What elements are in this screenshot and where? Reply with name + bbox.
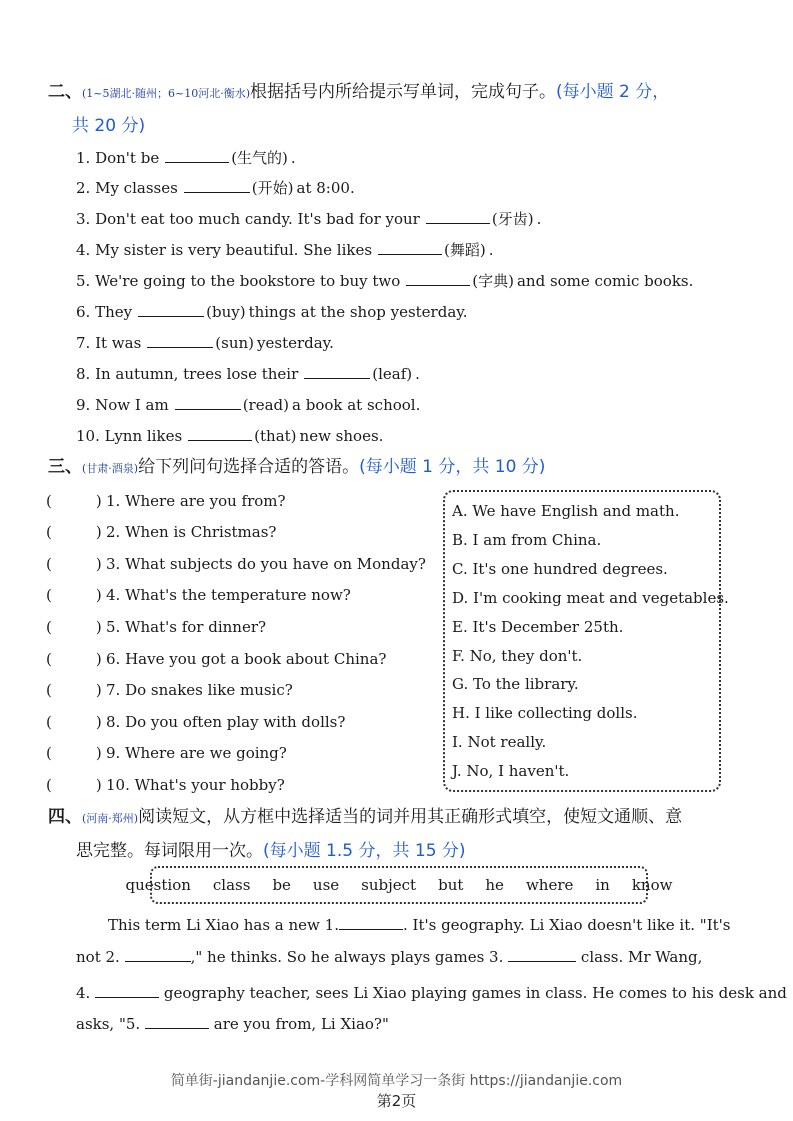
answer-blank[interactable] <box>304 362 370 379</box>
passage-text: asks, "5. <box>76 1015 141 1033</box>
item-text: 5. We're going to the bookstore to buy two <box>76 272 401 290</box>
item-text: 10. Lynn likes <box>76 427 183 445</box>
word-bank-word: know <box>631 876 673 894</box>
item-hint: (开始) <box>251 179 294 197</box>
passage-text: are you from, Li Xiao?" <box>213 1015 389 1033</box>
word-bank-word: he <box>485 876 504 894</box>
answer-blank[interactable] <box>339 913 403 930</box>
answer-blank[interactable] <box>145 1012 209 1029</box>
fill-in-item <box>76 207 541 230</box>
section-2-instruction: 根据括号内所给提示写单词，完成句子。 <box>250 82 557 102</box>
watermark-text: 简单街-jiandanjie.com-学科网简单学习一条街 https://jiandanjie.com <box>170 1073 623 1089</box>
fill-in-item <box>76 269 693 292</box>
passage-text: 4. <box>76 984 91 1002</box>
item-text: . <box>415 365 420 383</box>
section-2-number: 二、 <box>48 82 82 102</box>
item-text: 9. Now I am <box>76 396 169 414</box>
word-bank-word: in <box>595 876 610 894</box>
section-4-number: 四、 <box>48 807 82 827</box>
question-text: 2. When is Christmas? <box>106 523 277 541</box>
section-3-heading <box>48 451 738 485</box>
question-text: 3. What subjects do you have on Monday? <box>106 555 426 573</box>
item-hint: (生气的) <box>231 149 288 167</box>
answer-bracket[interactable]: ( ) <box>46 618 102 636</box>
answer-option: F. No, they don't. <box>452 646 583 665</box>
item-text: . <box>536 210 542 228</box>
word-bank-word: use <box>312 876 340 894</box>
passage-line-1 <box>108 913 730 936</box>
section-3-points: (每小题 1 分，共 10 分) <box>359 457 546 477</box>
answer-bracket[interactable]: ( ) <box>46 523 102 541</box>
answer-option: B. I am from China. <box>452 530 602 549</box>
item-hint: (舞蹈) <box>444 241 486 259</box>
item-hint: (read) <box>242 396 289 414</box>
item-hint: (buy) <box>206 303 246 321</box>
answer-bracket[interactable]: ( ) <box>46 492 102 510</box>
word-bank-word: but <box>438 876 464 894</box>
section-3-number: 三、 <box>48 457 82 477</box>
answer-option: I. Not really. <box>452 733 547 752</box>
question-text: 7. Do snakes like music? <box>106 681 293 699</box>
passage-line-4 <box>76 1012 389 1035</box>
section-4-instruction: 阅读短文，从方框中选择适当的词并用其正确形式填空，使短文通顺、意 <box>138 807 683 827</box>
question-text: 6. Have you got a book about China? <box>106 650 387 668</box>
section-2-points-cont: 共 20 分) <box>72 116 146 136</box>
passage-line-3 <box>76 981 787 1004</box>
word-bank-word: be <box>272 876 291 894</box>
item-text: . <box>290 149 296 167</box>
passage-text: class. Mr Wang, <box>580 948 703 966</box>
item-text: at 8:00. <box>296 179 355 197</box>
item-hint: (字典) <box>472 272 514 290</box>
word-bank-word: question <box>125 876 191 894</box>
answer-option: E. It's December 25th. <box>452 617 624 636</box>
fill-in-item <box>76 331 334 354</box>
word-bank-word: subject <box>361 876 417 894</box>
word-bank-box <box>125 866 673 904</box>
answer-blank[interactable] <box>138 300 204 317</box>
answer-blank[interactable] <box>188 424 252 441</box>
passage-text: . It's geography. Li Xiao doesn't like it. "It's <box>402 916 731 934</box>
fill-in-item <box>76 362 420 385</box>
answer-option: G. To the library. <box>452 675 579 694</box>
answer-option: H. I like collecting dolls. <box>452 704 638 723</box>
answer-blank[interactable] <box>147 331 213 348</box>
item-text: new shoes. <box>299 427 384 445</box>
item-text: 6. They <box>76 303 133 321</box>
fill-in-item <box>76 300 468 323</box>
section-3-source: (甘肃·酒泉) <box>82 462 139 475</box>
item-hint: (that) <box>254 427 297 445</box>
item-text: 1. Don't be <box>76 149 160 167</box>
answer-blank[interactable] <box>175 393 241 410</box>
item-text: . <box>488 241 494 259</box>
fill-in-item <box>76 146 296 169</box>
question-text: 10. What's your hobby? <box>106 776 285 794</box>
item-hint: (sun) <box>215 334 255 352</box>
answer-blank[interactable] <box>95 981 159 998</box>
passage-text: not 2. <box>76 948 120 966</box>
answer-option: C. It's one hundred degrees. <box>452 559 668 578</box>
item-text: 4. My sister is very beautiful. She likes <box>76 241 373 259</box>
item-text: things at the shop yesterday. <box>248 303 468 321</box>
section-4-heading <box>48 801 738 867</box>
item-hint: (牙齿) <box>491 210 534 228</box>
answer-bracket[interactable]: ( ) <box>46 744 102 762</box>
fill-in-item <box>76 238 494 261</box>
fill-in-item <box>76 424 383 447</box>
answer-bracket[interactable]: ( ) <box>46 776 102 794</box>
item-text: 3. Don't eat too much candy. It's bad for your <box>76 210 420 228</box>
item-text: a book at school. <box>292 396 421 414</box>
section-4-points: (每小题 1.5 分，共 15 分) <box>263 841 466 861</box>
question-text: 9. Where are we going? <box>106 744 287 762</box>
section-3-instruction: 给下列问句选择合适的答语。 <box>138 457 360 477</box>
question-text: 8. Do you often play with dolls? <box>106 713 346 731</box>
item-text: 2. My classes <box>76 179 178 197</box>
item-hint: (leaf) <box>372 365 413 383</box>
answer-blank[interactable] <box>165 146 229 163</box>
page-number: 第2页 <box>376 1092 417 1110</box>
answer-blank[interactable] <box>125 945 191 962</box>
section-4-instruction-cont: 思完整。每词限用一次。 <box>76 841 263 861</box>
question-text: 5. What's for dinner? <box>106 618 267 636</box>
section-2-points: (每小题 2 分， <box>556 82 670 102</box>
answer-blank[interactable] <box>378 238 442 255</box>
answer-bracket[interactable]: ( ) <box>46 713 102 731</box>
fill-in-item <box>76 393 420 416</box>
item-text: yesterday. <box>257 334 334 352</box>
word-bank-word: where <box>525 876 574 894</box>
word-bank-word: class <box>212 876 251 894</box>
section-2-heading <box>48 76 738 142</box>
answer-bracket[interactable]: ( ) <box>46 586 102 604</box>
passage-line-2 <box>76 945 702 968</box>
item-text: 8. In autumn, trees lose their <box>76 365 299 383</box>
answer-option: A. We have English and math. <box>452 502 680 520</box>
answer-blank[interactable] <box>426 207 490 224</box>
passage-text: ," he thinks. So he always plays games 3. <box>190 948 504 966</box>
answer-option: J. No, I haven't. <box>452 762 570 781</box>
passage-text: geography teacher, sees Li Xiao playing games in class. He comes to his desk and <box>163 984 787 1002</box>
answer-bracket[interactable]: ( ) <box>46 555 102 573</box>
answer-blank[interactable] <box>508 945 576 962</box>
item-text: 7. It was <box>76 334 142 352</box>
question-text: 1. Where are you from? <box>106 492 286 510</box>
question-text: 4. What's the temperature now? <box>106 586 351 604</box>
answer-blank[interactable] <box>406 269 470 286</box>
answer-option: D. I'm cooking meat and vegetables. <box>452 588 729 607</box>
answer-bracket[interactable]: ( ) <box>46 650 102 668</box>
passage-text: This term Li Xiao has a new 1. <box>108 916 339 934</box>
answer-bracket[interactable]: ( ) <box>46 681 102 699</box>
answer-blank[interactable] <box>184 176 250 193</box>
section-2-source: (1~5湖北·随州；6~10河北·衡水) <box>82 87 251 100</box>
fill-in-item <box>76 176 355 199</box>
section-4-source: (河南·郑州) <box>82 812 139 825</box>
item-text: and some comic books. <box>516 272 694 290</box>
